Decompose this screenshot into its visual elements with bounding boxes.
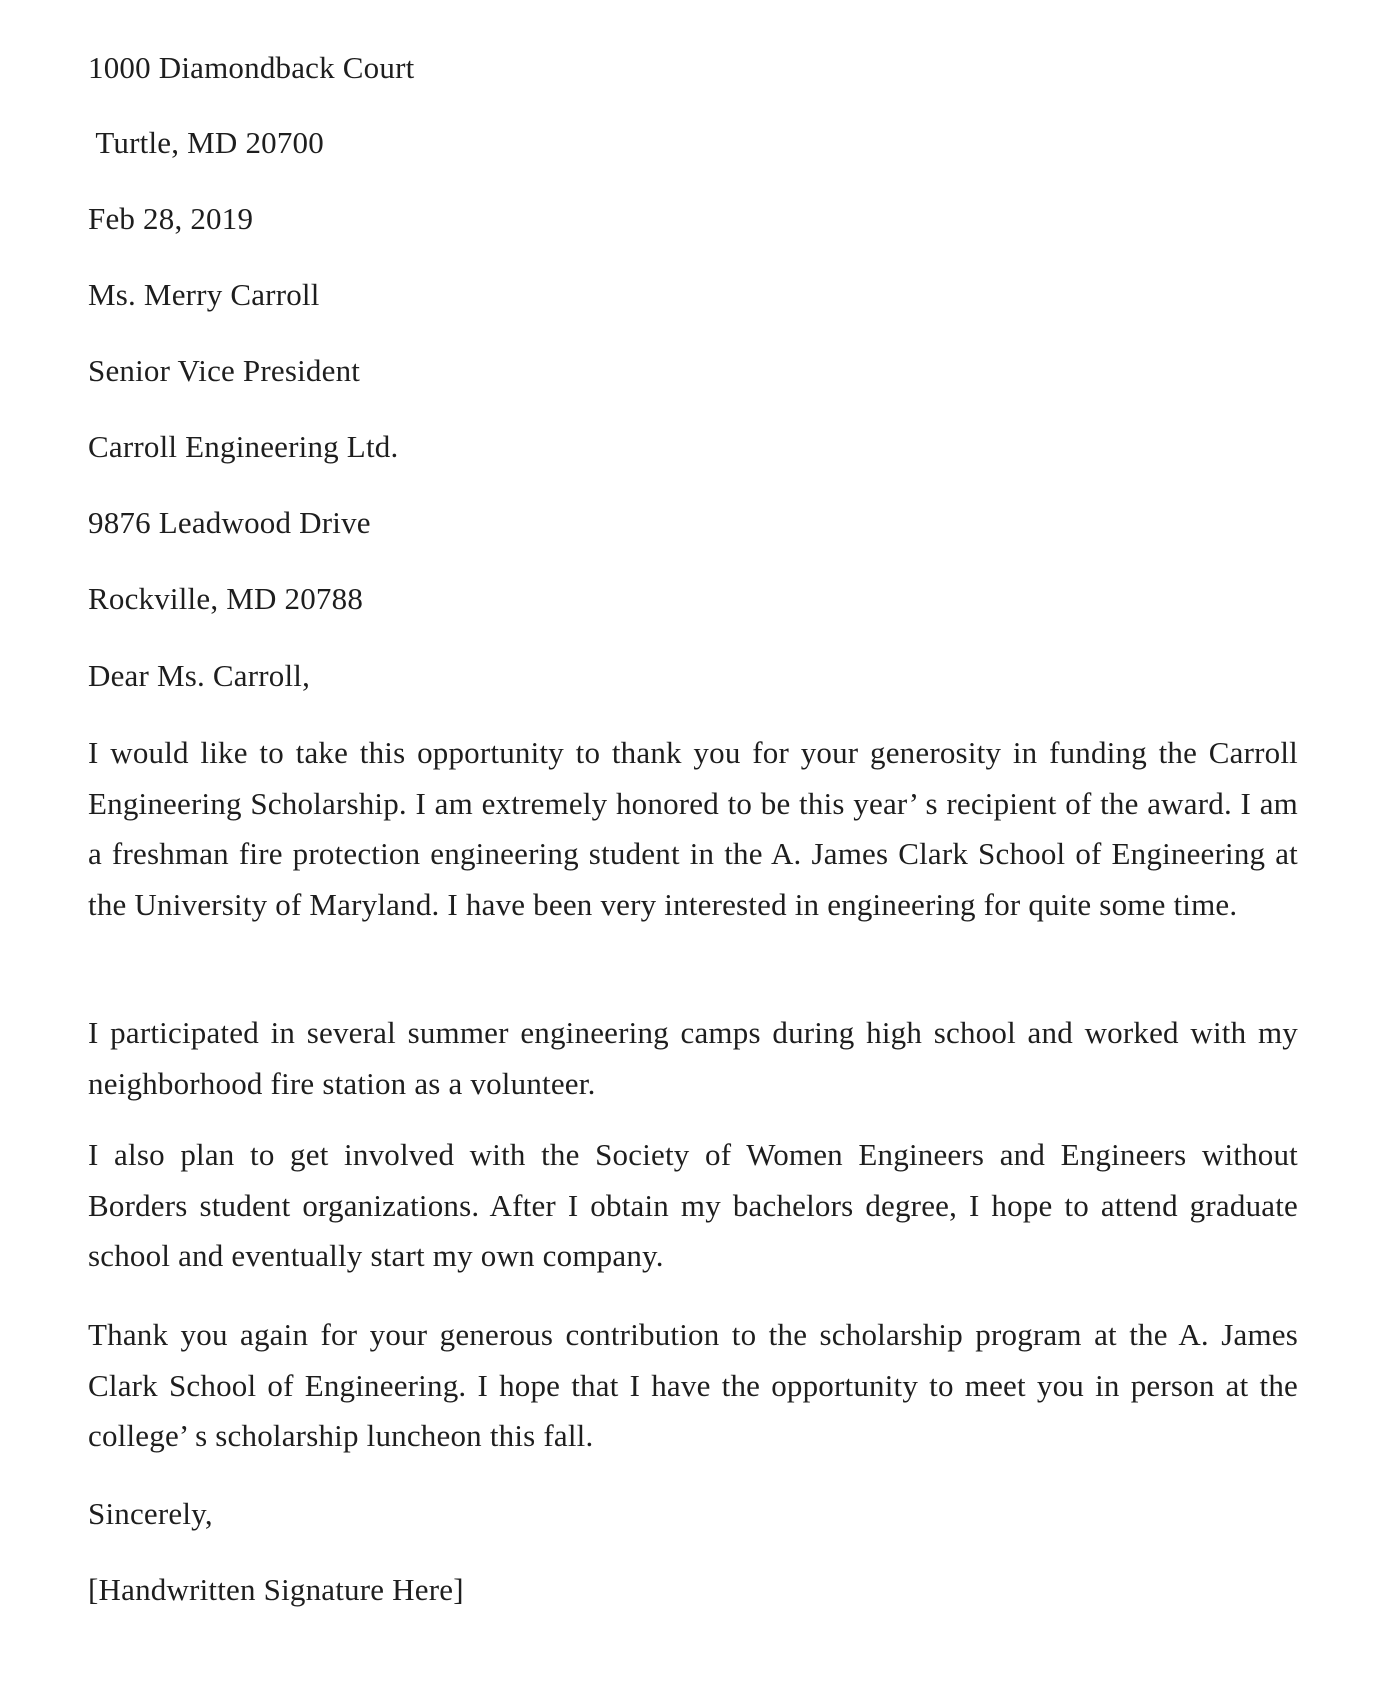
body-paragraph-2: I participated in several summer engineering camps during high school and worked with my neighborhood fire station as a volunteer.	[88, 1015, 1298, 1101]
salutation: Dear Ms. Carroll,	[88, 658, 311, 693]
recipient-name: Ms. Merry Carroll	[88, 277, 320, 312]
letter-date: Feb 28, 2019	[88, 201, 254, 236]
body-paragraph-4: Thank you again for your generous contribution to the scholarship program at the A. James Clark School of Engineering. I hope that I have the opportunity to meet you in person at the college’ s scholarship luncheon this fall.	[88, 1317, 1298, 1453]
sender-street: 1000 Diamondback Court	[88, 50, 415, 85]
recipient-title: Senior Vice President	[88, 353, 361, 388]
recipient-company: Carroll Engineering Ltd.	[88, 429, 399, 464]
body-paragraph-1: I would like to take this opportunity to thank you for your generosity in funding the Carroll Engineering Scholarship. I am extremely honored to be this year’ s recipient of the award. I am a freshman fire protection engineering student in the A. James Clark School of Engineering at the University of Maryland. I have been very interested in engineering for quite some time.	[88, 735, 1298, 922]
signature-placeholder: [Handwritten Signature Here]	[88, 1572, 464, 1607]
closing: Sincerely,	[88, 1496, 213, 1531]
recipient-city-state-zip: Rockville, MD 20788	[88, 581, 364, 616]
sender-city-state-zip: Turtle, MD 20700	[88, 125, 324, 160]
recipient-street: 9876 Leadwood Drive	[88, 505, 371, 540]
body-paragraph-3: I also plan to get involved with the Society of Women Engineers and Engineers without Borders student organizations. After I obtain my bachelors degree, I hope to attend graduate school and eventually start my own company.	[88, 1137, 1298, 1273]
